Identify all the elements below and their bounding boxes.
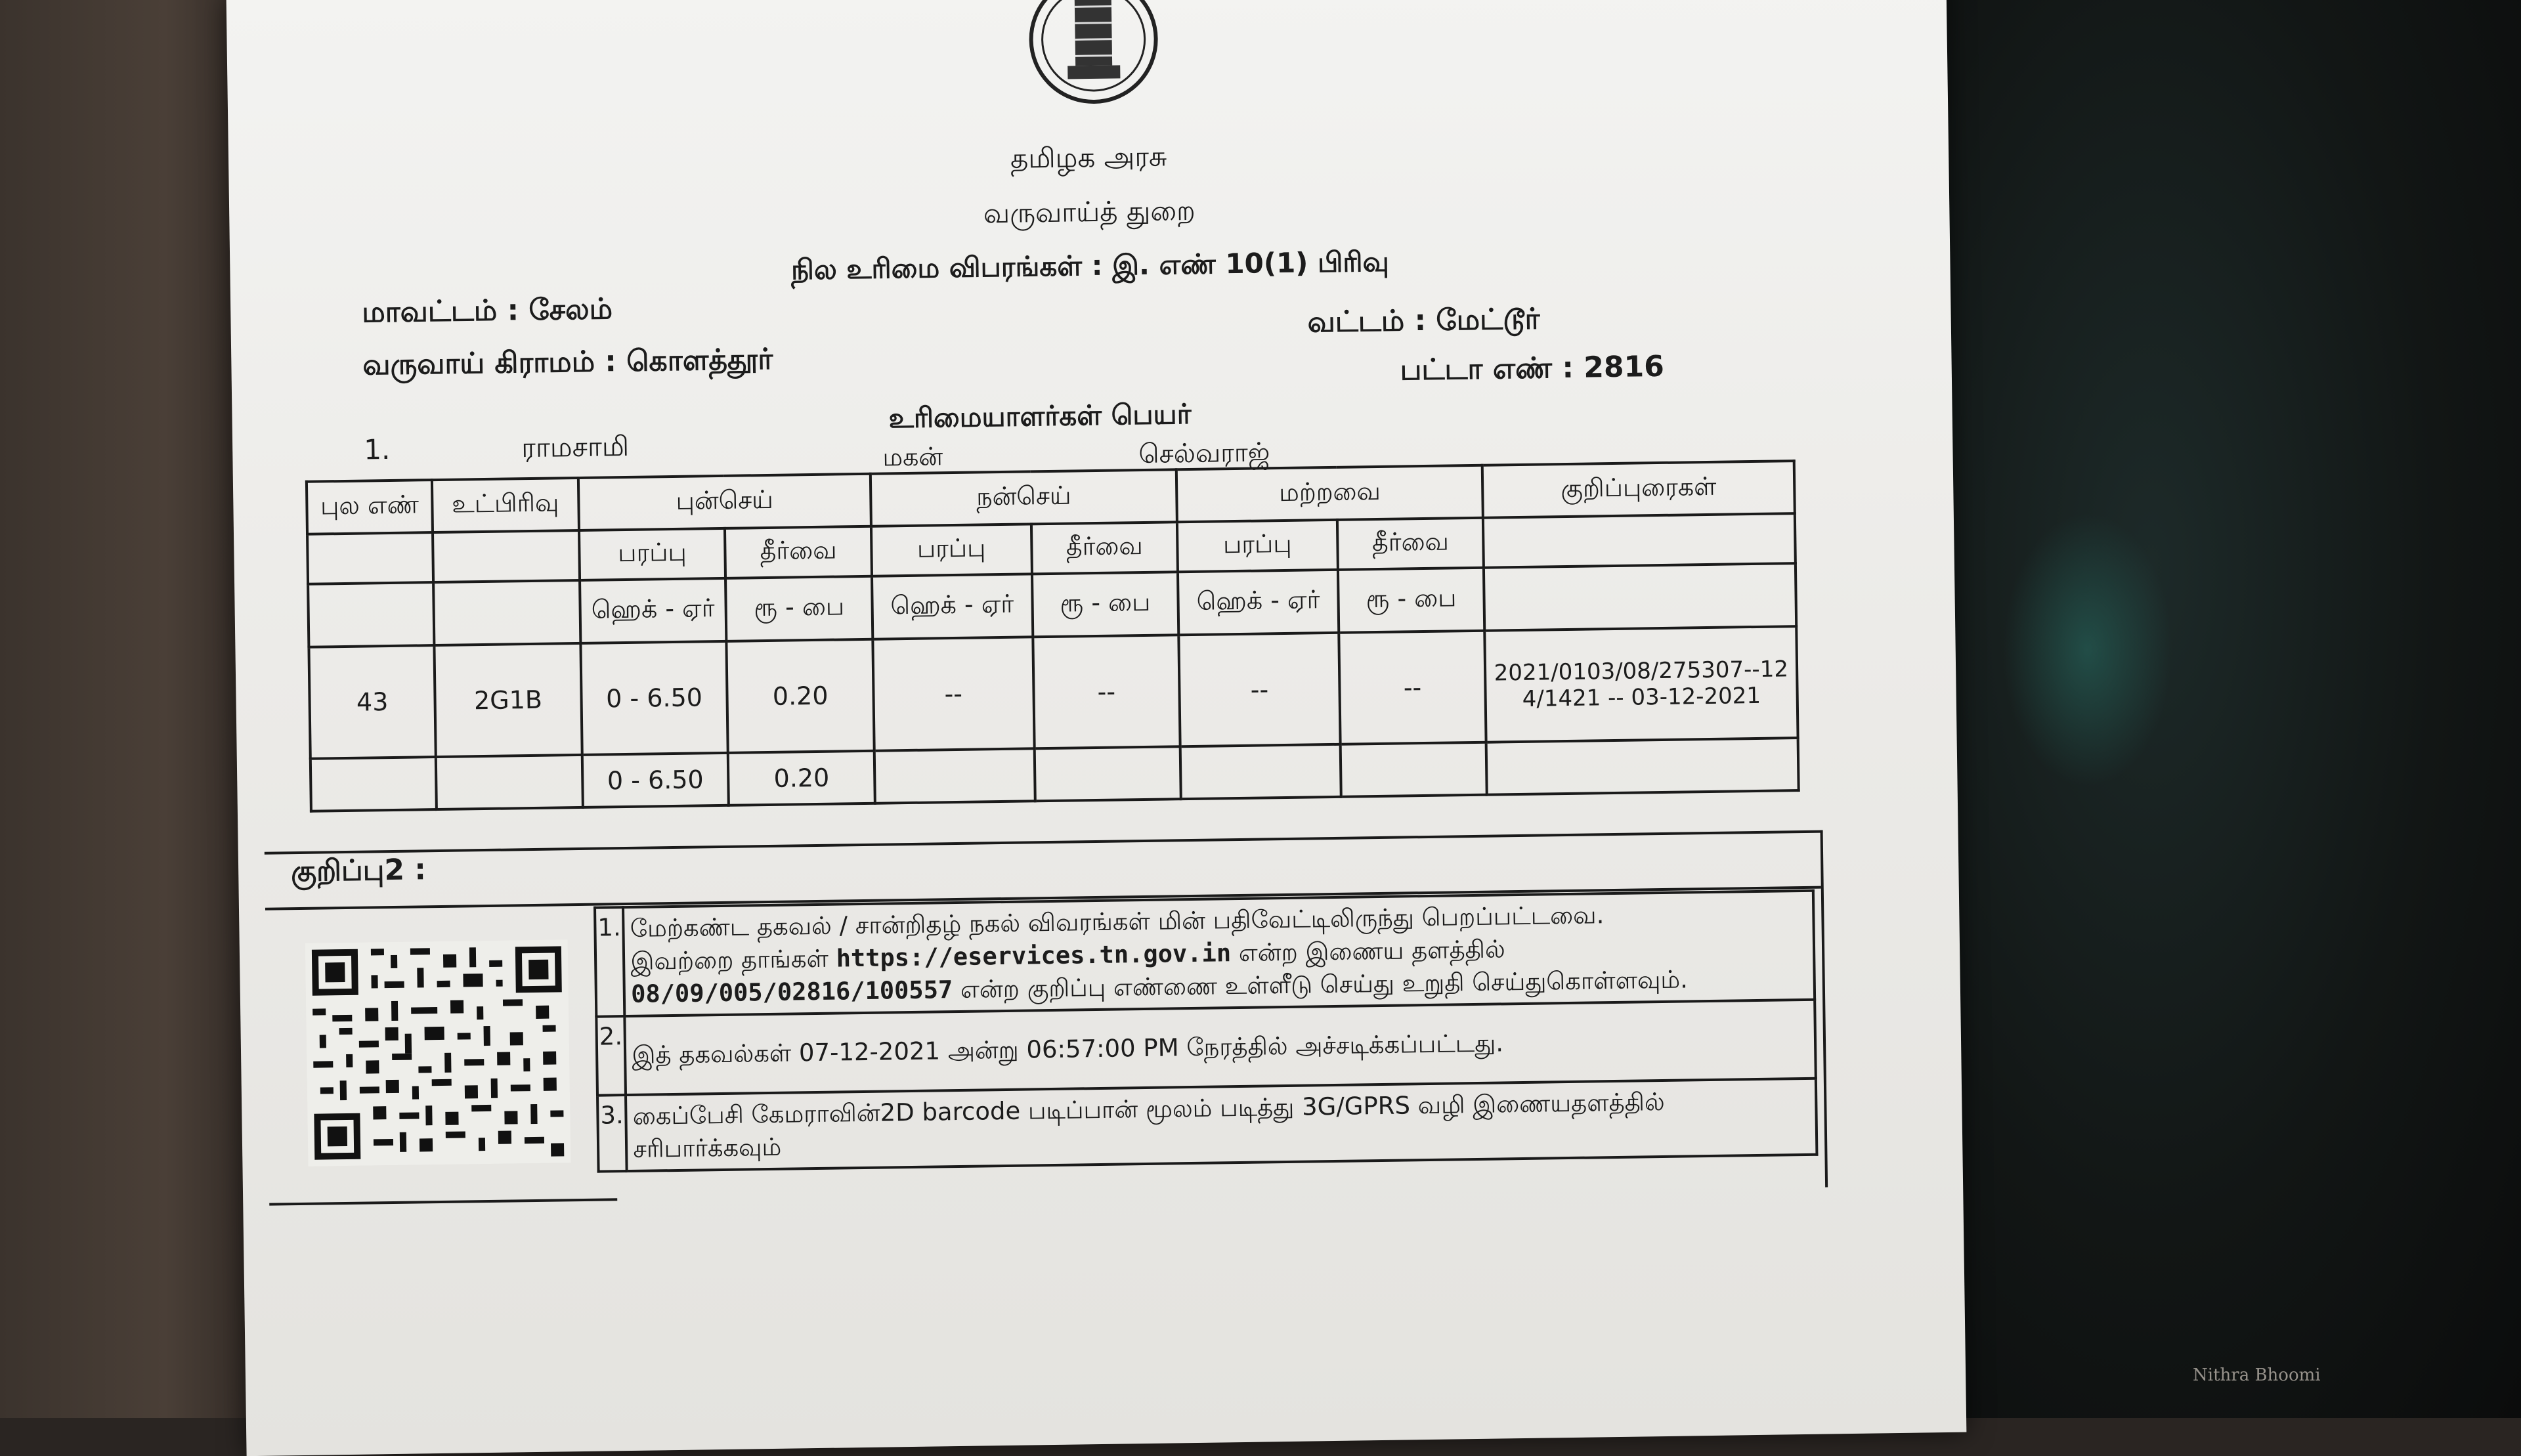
others-tax-unit: ரூ - பை bbox=[1338, 568, 1485, 633]
header-others: மற்றவை bbox=[1176, 465, 1483, 523]
others-area-header: பரப்பு bbox=[1177, 520, 1338, 572]
owner-name: ராமசாமி bbox=[521, 429, 630, 464]
owners-title: உரிமையாளர்கள் பெயர் bbox=[888, 397, 1192, 435]
note-1-line-c: என்ற இணைய தளத்தில் bbox=[1238, 935, 1505, 967]
table-row bbox=[309, 626, 1798, 759]
owner-index: 1. bbox=[363, 433, 391, 466]
background-surface-right bbox=[1904, 0, 2521, 1418]
others-tax-header: தீர்வை bbox=[1337, 518, 1484, 570]
nansei-area-unit: ஹெக் - ஏர் bbox=[872, 574, 1033, 639]
district-label: மாவட்டம் : சேலம் bbox=[361, 292, 613, 330]
others-area: -- bbox=[1178, 633, 1340, 746]
total-punsei-area: 0 - 6.50 bbox=[582, 753, 729, 807]
watermark-label: Nithra Bhoomi bbox=[2193, 1365, 2321, 1385]
list-item bbox=[597, 1079, 1817, 1172]
background-cloth bbox=[2002, 512, 2173, 788]
owner-father: செல்வராஜ் bbox=[1138, 437, 1270, 470]
others-tax: -- bbox=[1339, 631, 1486, 744]
notes-title: குறிப்பு2 : bbox=[290, 853, 427, 889]
note-3-text: கைப்பேசி கேமராவின்2D barcode படிப்பான் மூலம் படித்து 3G/GPRS வழி இணையதளத்தில் சரிபார்க்கவும் bbox=[626, 1079, 1817, 1171]
punsei-tax-unit: ரூ - பை bbox=[725, 576, 873, 641]
header-state: தமிழக அரசு bbox=[1010, 140, 1167, 175]
list-item bbox=[595, 891, 1815, 1017]
eservices-link[interactable]: https://eservices.tn.gov.in bbox=[836, 939, 1232, 973]
land-record-table bbox=[305, 460, 1800, 813]
punsei-area-unit: ஹெக் - ஏர் bbox=[580, 578, 727, 643]
header-subdivision: உட்பிரிவு bbox=[432, 478, 579, 532]
survey-number: 43 bbox=[309, 645, 435, 759]
nansei-tax-header: தீர்வை bbox=[1031, 522, 1178, 574]
header-punsei: புன்செய் bbox=[578, 474, 871, 530]
qr-code-icon bbox=[305, 939, 571, 1167]
punsei-tax-header: தீர்வை bbox=[725, 526, 872, 578]
taluk-label: வட்டம் : மேட்டூர் bbox=[1307, 302, 1540, 339]
header-document-title: நில உரிமை விபரங்கள் : இ. எண் 10(1) பிரிவு bbox=[790, 245, 1390, 286]
note-1-line-d: என்ற குறிப்பு எண்ணை உள்ளீடு செய்து உறுதி செய்துகொள்ளவும். bbox=[960, 965, 1689, 1004]
notes-list bbox=[593, 889, 1818, 1173]
document-paper bbox=[226, 0, 1967, 1456]
note-1-line-a: மேற்கண்ட தகவல் / சான்றிதழ் நகல் விவரங்கள் மின் பதிவேட்டிலிருந்து பெறப்பட்டவை. bbox=[630, 901, 1605, 943]
nansei-area-header: பரப்பு bbox=[871, 524, 1032, 576]
punsei-tax: 0.20 bbox=[727, 639, 874, 753]
punsei-area: 0 - 6.50 bbox=[580, 641, 728, 755]
note-2-number: 2. bbox=[596, 1016, 626, 1096]
header-survey: புல எண் bbox=[307, 480, 433, 534]
note-1-line-b: இவற்றை தாங்கள் bbox=[630, 944, 829, 975]
punsei-area-header: பரப்பு bbox=[579, 528, 726, 580]
others-area-unit: ஹெக் - ஏர் bbox=[1178, 570, 1339, 635]
village-label: வருவாய் கிராமம் : கொளத்தூர் bbox=[362, 342, 773, 382]
remark-value: 2021/0103/08/275307--124/1421 -- 03-12-2021 bbox=[1485, 626, 1798, 742]
note-2-text: இத் தகவல்கள் 07-12-2021 அன்று 06:57:00 PM நேரத்தில் அச்சடிக்கப்பட்டது. bbox=[625, 1000, 1816, 1095]
patta-number: பட்டா எண் : 2816 bbox=[1400, 349, 1665, 387]
note-1-number: 1. bbox=[595, 907, 625, 1016]
header-remarks: குறிப்புரைகள் bbox=[1482, 461, 1795, 518]
total-punsei-tax: 0.20 bbox=[728, 751, 875, 805]
government-emblem-icon bbox=[1001, 0, 1186, 113]
nansei-tax-unit: ரூ - பை bbox=[1032, 572, 1179, 637]
subdivision: 2G1B bbox=[435, 643, 582, 757]
reference-number: 08/09/005/02816/100557 bbox=[630, 975, 953, 1008]
nansei-area: -- bbox=[873, 637, 1034, 750]
owner-relation: மகன் bbox=[882, 442, 943, 472]
header-department: வருவாய்த் துறை bbox=[983, 194, 1196, 230]
nansei-tax: -- bbox=[1033, 635, 1180, 748]
note-3-number: 3. bbox=[597, 1095, 627, 1171]
header-nansei: நன்செய் bbox=[871, 469, 1177, 526]
